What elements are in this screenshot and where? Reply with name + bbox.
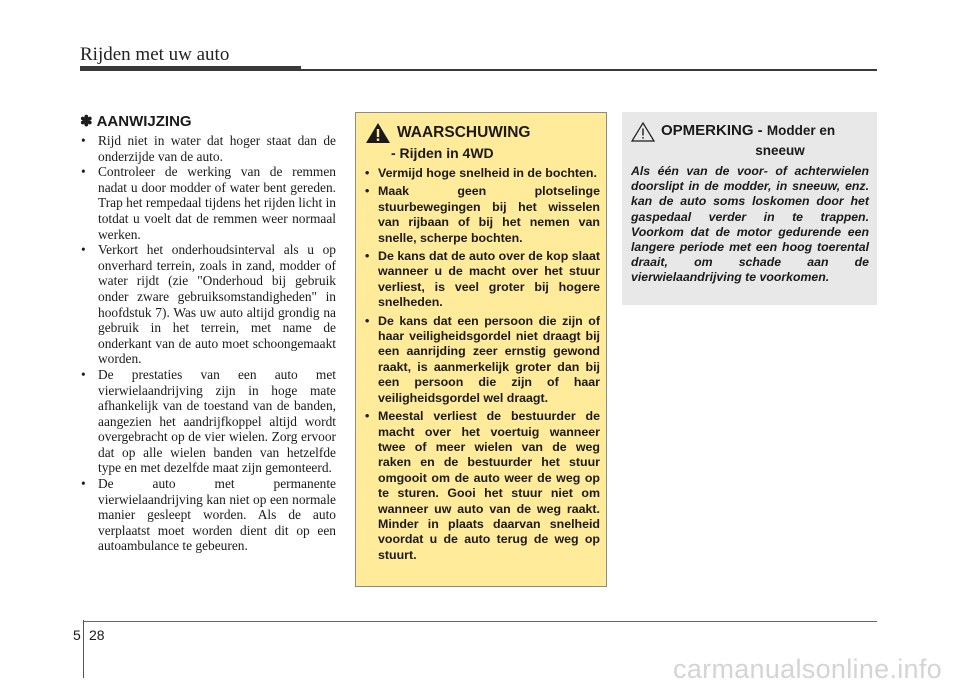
list-item: • Verkort het onderhoudsinterval als u op onverhard terrein, zoals in zand, modder of water rijdt (zie "Onderhoud bij gebruik onder zware gebruiksomstandigheden" in hoofdstuk 7). Was uw auto altijd grondig na gebruik in het terrein, met name de onderkant van de auto moet schoongemaakt worden.: [81, 242, 336, 367]
warning-list: [365, 166, 600, 563]
opmerking-box: [622, 112, 877, 305]
list-item: • De kans dat de auto over de kop slaat wanneer u de macht over het stuur verliest, is veel groter bij hogere snelheden.: [365, 249, 600, 310]
caution-triangle-icon: [631, 121, 655, 143]
list-item: • Rijd niet in water dat hoger staat dan de onderzijde van de auto.: [81, 133, 336, 164]
list-item: • Meestal verliest de bestuurder de macht over het voertuig wanneer twee of meer wielen van de weg raken en de bestuurder het stuur omgooit om de auto weer de weg op te sturen. Gooi het stuur niet om wanneer uw auto van de weg raakt. Minder in plaats daarvan snelheid voordat u de auto terug de weg op stuurt.: [365, 409, 600, 562]
opmerking-text: Als één van de voor- of achterwielen doorslipt in de modder, in sneeuw, enz. kan de auto soms loskomen door het gaspedaal verder in te trappen. Voorkom dat de motor gedurende een langere periode met een hoog toerental draait, om schade aan de vierwielaandrijving te voorkomen.: [631, 164, 869, 285]
note-section: [80, 112, 336, 554]
list-item: • De auto met permanente vierwielaandrijving kan niet op een normale manier gesleept worden. Als de auto verplaatst moet worden dient dit op een autoambulance te gebeuren.: [81, 476, 336, 554]
list-item: • Vermijd hoge snelheid in de bochten.: [365, 166, 597, 180]
note-heading: [80, 112, 336, 130]
opmerking-title: OPMERKING - Modder en: [661, 122, 836, 139]
list-item: • De kans dat een persoon die zijn of haar veiligheidsgordel niet draagt bij een aanrijding zeer ernstig gewond raakt, is aanmerkelijk groter dan bij een persoon die zijn of haar veiligheidsgordel wel draagt.: [365, 313, 600, 405]
warning-heading: [365, 123, 600, 145]
opmerking-subtitle: sneeuw: [755, 143, 805, 158]
warning-title: WAARSCHUWING: [397, 124, 531, 141]
note-title: AANWIJZING: [96, 112, 192, 130]
list-item: • Controleer de werking van de remmen nadat u door modder of water bent gereden. Trap het rempedaal tijdens het rijden licht in totdat u voelt dat de remmen weer normaal werken.: [81, 164, 336, 242]
header-rule-thick: [80, 66, 301, 71]
header-rule-thin: [301, 69, 877, 71]
warning-subtitle: - Rijden in 4WD: [391, 145, 494, 161]
list-item: • Maak geen plotselinge stuurbewegingen bij het wisselen van rijbaan of bij het nemen van snelle, scherpe bochten.: [365, 184, 600, 245]
watermark: carmanualsonline.info: [673, 654, 942, 684]
warning-box: [355, 112, 607, 587]
footer-rule: [83, 621, 877, 622]
asterisk-icon: ✽: [80, 113, 93, 130]
opmerking-heading: [631, 122, 869, 143]
page-header-title: Rijden met uw auto: [80, 44, 230, 65]
warning-triangle-icon: [365, 121, 391, 145]
page-number: 28: [89, 627, 105, 643]
note-list: [80, 133, 336, 554]
list-item: • De prestaties van een auto met vierwielaandrijving zijn in hoge mate afhankelijk van de toestand van de banden, aangezien het aandrijfkoppel altijd wordt overgebracht op de vier wielen. Zorg ervoor dat op alle wielen banden van hetzelfde type en met dezelfde maat zijn gemonteerd.: [81, 366, 336, 476]
footer-vertical-rule: [83, 620, 84, 678]
chapter-number: 5: [73, 627, 81, 643]
